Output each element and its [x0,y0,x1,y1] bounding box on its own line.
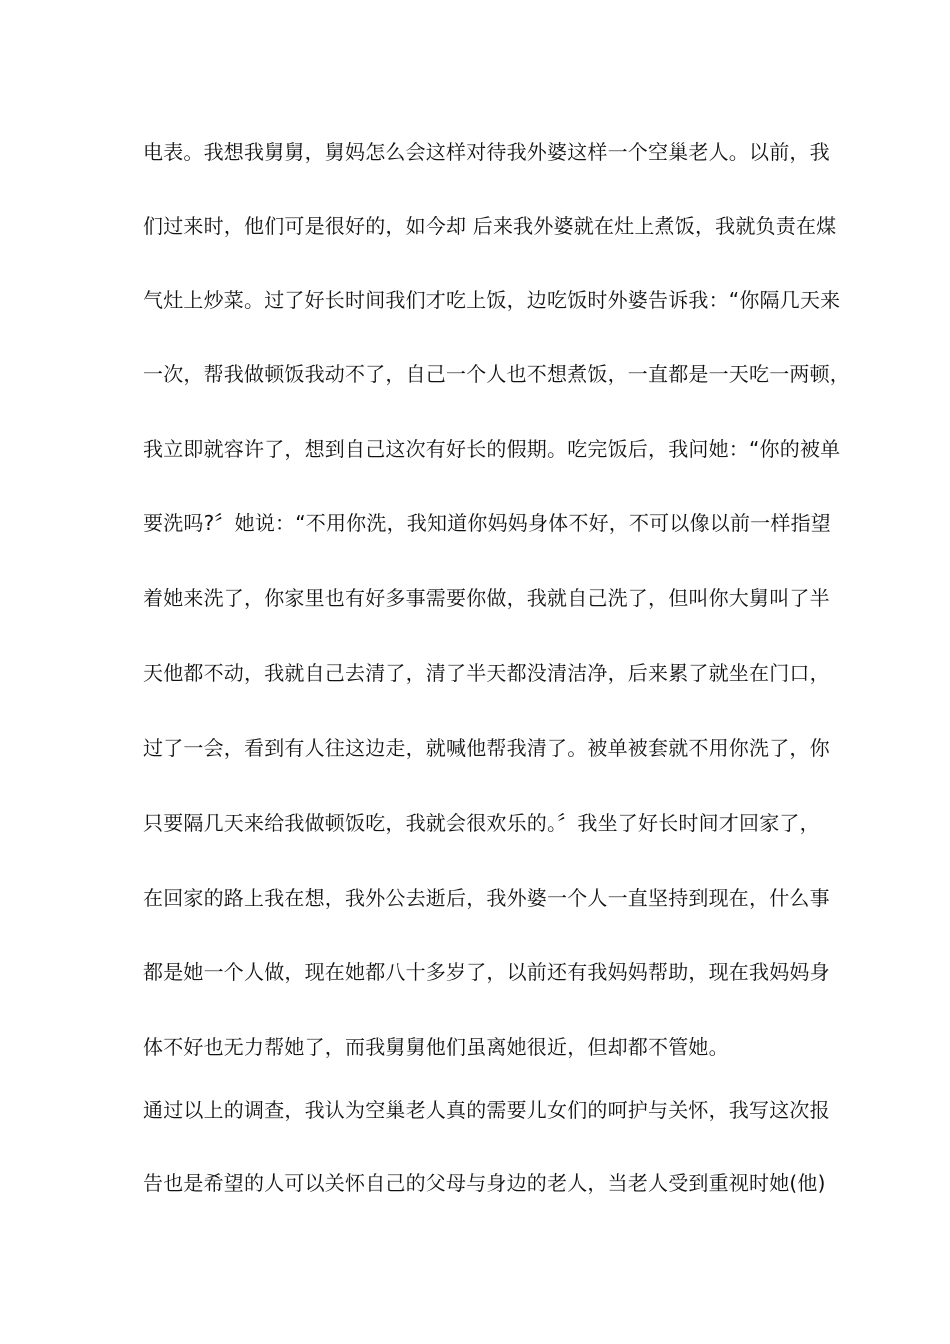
text-line: 们过来时，他们可是很好的，如今却 后来我外婆就在灶上煮饭，我就负责在煤 [143,214,837,238]
text-line: 天他都不动，我就自己去清了，清了半天都没清洁净，后来累了就坐在门口， [143,661,830,685]
text-line: 都是她一个人做，现在她都八十多岁了，以前还有我妈妈帮助，现在我妈妈身 [143,960,830,984]
text-line: 告也是希望的人可以关怀自己的父母与身边的老人，当老人受到重视时她(他) [143,1171,826,1195]
text-line: 在回家的路上我在想，我外公去逝后，我外婆一个人一直坚持到现在，什么事 [143,886,830,910]
text-line: 着她来洗了，你家里也有好多事需要你做，我就自己洗了，但叫你大舅叫了半 [143,586,830,610]
paragraph-start-line: 通过以上的调查，我认为空巢老人真的需要儿女们的呵护与关怀，我写这次报 [143,1098,830,1122]
text-line: 气灶上炒菜。过了好长时间我们才吃上饭，边吃饭时外婆告诉我：“你隔几天来 [143,288,841,312]
text-line: 电表。我想我舅舅，舅妈怎么会这样对待我外婆这样一个空巢老人。以前，我 [143,140,830,164]
text-line: 我立即就容许了，想到自己这次有好长的假期。吃完饭后，我问她：“你的被单 [143,437,841,461]
text-line: 过了一会，看到有人往这边走，就喊他帮我清了。被单被套就不用你洗了，你 [143,736,830,760]
text-line: 体不好也无力帮她了，而我舅舅他们虽离她很近，但却都不管她。 [143,1035,729,1059]
text-line: 只要隔几天来给我做顿饭吃，我就会很欢乐的。〞我坐了好长时间才回家了， [143,811,820,835]
text-line: 要洗吗?〞她说：“不用你洗，我知道你妈妈身体不好，不可以像以前一样指望 [143,511,831,535]
text-line: 一次，帮我做顿饭我动不了，自己一个人也不想煮饭，一直都是一天吃一两顿， [143,362,850,386]
